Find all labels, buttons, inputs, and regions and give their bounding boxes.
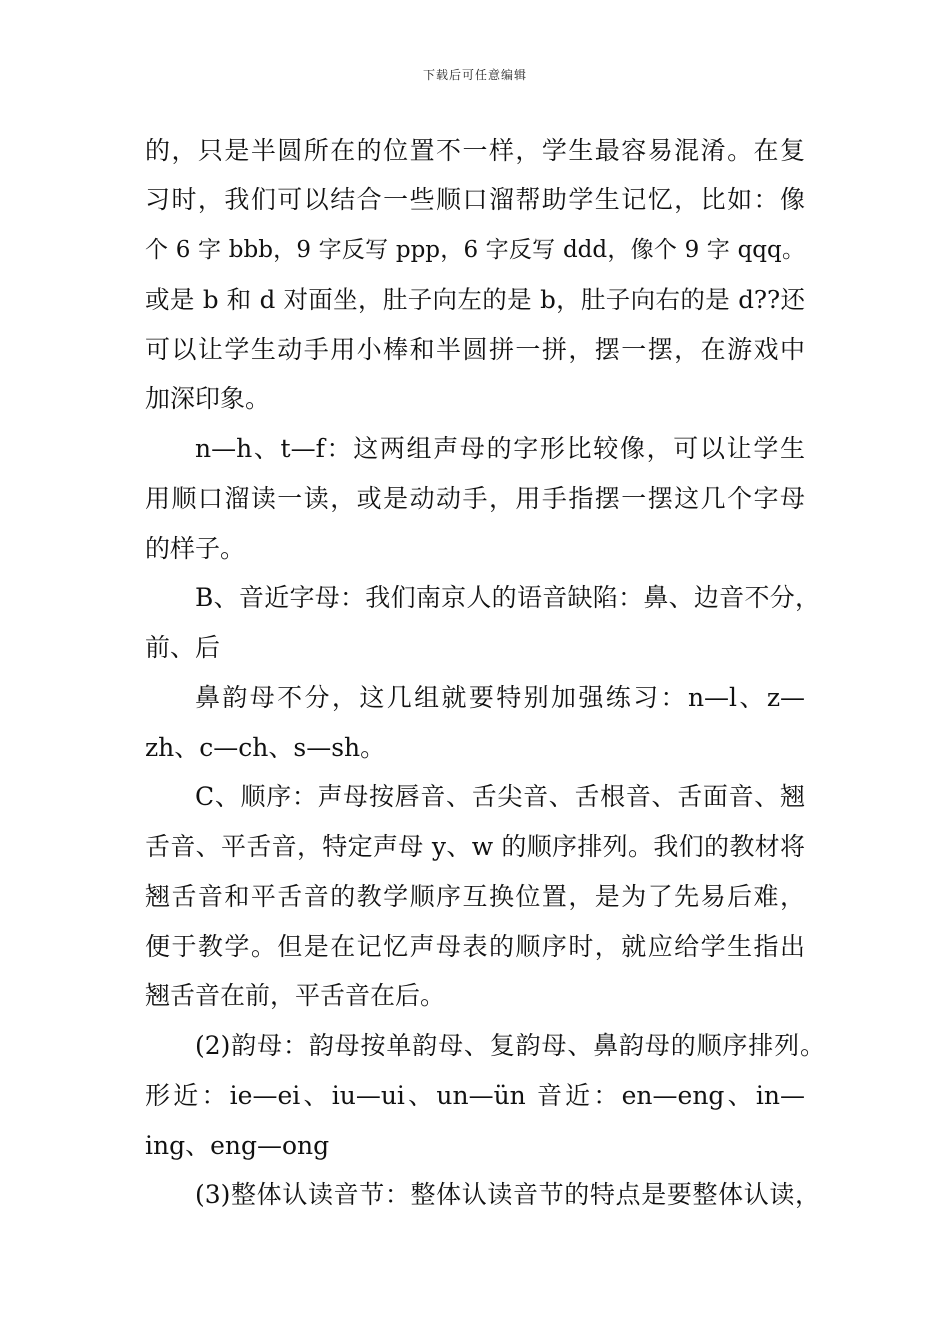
text-line: 翘舌音和平舌音的教学顺序互换位置，是为了先易后难， <box>145 882 805 911</box>
text-line: 形近：ie—ei、iu—ui、un—ün 音近：en—eng、in— <box>145 1081 805 1110</box>
text-line: 便于教学。但是在记忆声母表的顺序时，就应给学生指出 <box>145 932 805 961</box>
page-header: 下载后可任意编辑 <box>422 68 527 82</box>
text-line: zh、c—ch、s—sh。 <box>145 733 386 762</box>
text-line: 鼻韵母不分，这几组就要特别加强练习：n—l、z— <box>195 683 805 712</box>
text-line: 用顺口溜读一读，或是动动手，用手指摆一摆这几个字母 <box>145 484 805 513</box>
text-line: 的样子。 <box>145 534 246 563</box>
text-line: n—h、t—f：这两组声母的字形比较像，可以让学生 <box>195 434 805 463</box>
text-line: C、顺序：声母按唇音、舌尖音、舌根音、舌面音、翘 <box>195 782 805 811</box>
text-line: 翘舌音在前，平舌音在后。 <box>145 981 446 1010</box>
text-line: 或是 b 和 d 对面坐，肚子向左的是 b，肚子向右的是 d??还 <box>145 285 805 314</box>
text-line: 加深印象。 <box>145 384 271 413</box>
text-line: B、音近字母：我们南京人的语音缺陷：鼻、边音不分， <box>195 583 820 612</box>
text-line: 前、后 <box>145 633 221 662</box>
text-line: 舌音、平舌音，特定声母 y、w 的顺序排列。我们的教材将 <box>145 832 805 861</box>
text-line: 可以让学生动手用小棒和半圆拼一拼，摆一摆，在游戏中 <box>145 335 805 364</box>
text-line: (3)整体认读音节：整体认读音节的特点是要整体认读， <box>195 1180 820 1209</box>
text-line: 习时，我们可以结合一些顺口溜帮助学生记忆，比如：像 <box>145 185 805 214</box>
text-line: 个 6 字 bbb，9 字反写 ppp，6 字反写 ddd，像个 9 字 qqq。 <box>145 237 805 263</box>
text-line: ing、eng—ong <box>145 1131 330 1160</box>
text-line: 的，只是半圆所在的位置不一样，学生最容易混淆。在复 <box>145 136 805 165</box>
text-line: (2)韵母：韵母按单韵母、复韵母、鼻韵母的顺序排列。 <box>195 1031 825 1060</box>
